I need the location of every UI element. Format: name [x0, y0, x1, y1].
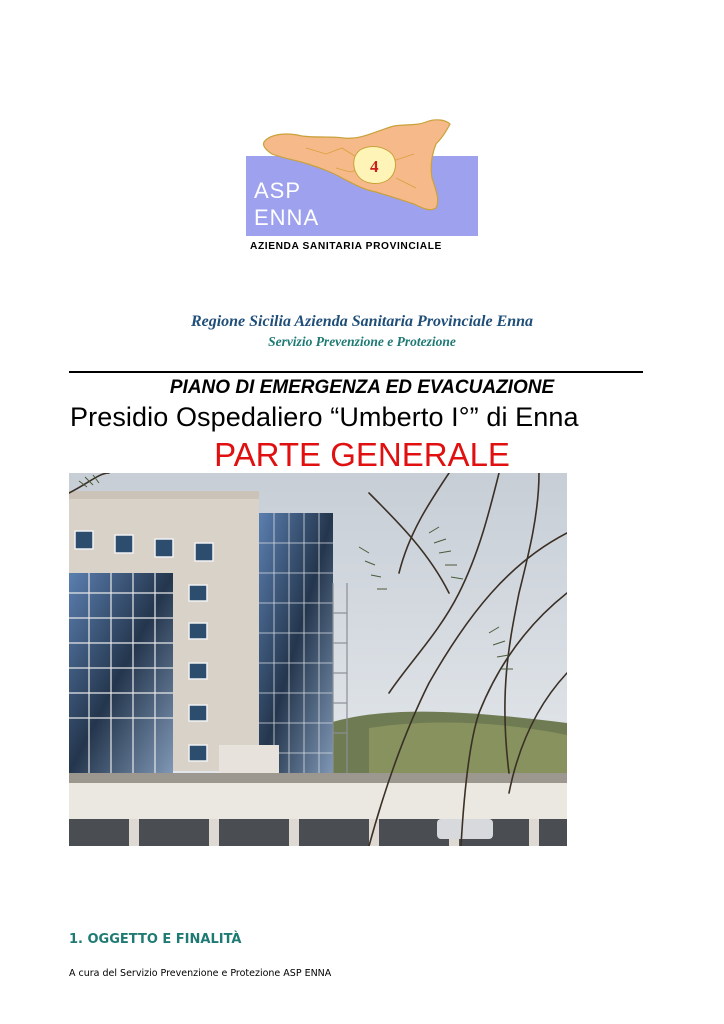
presidio-title: Presidio Ospedaliero “Umberto I°” di Enna	[70, 402, 579, 432]
region-number: 4	[370, 157, 379, 176]
logo-asp-text: ASP	[254, 178, 302, 203]
org-title: Regione Sicilia Azienda Sanitaria Provinciale Enna	[190, 313, 534, 330]
hospital-building-photo	[69, 473, 567, 846]
footer-note: A cura del Servizio Prevenzione e Protezione ASP ENNA	[69, 968, 332, 979]
divider	[69, 371, 643, 373]
section-heading: 1. OGGETTO E FINALITÀ	[69, 932, 242, 947]
org-subtitle: Servizio Prevenzione e Protezione	[268, 334, 456, 349]
logo-caption: AZIENDA SANITARIA PROVINCIALE	[250, 241, 442, 252]
plan-title: PIANO DI EMERGENZA ED EVACUAZIONE	[169, 377, 555, 398]
logo-enna-text: ENNA	[254, 205, 320, 230]
asp-enna-logo	[246, 108, 478, 256]
part-title: PARTE GENERALE	[214, 436, 510, 473]
